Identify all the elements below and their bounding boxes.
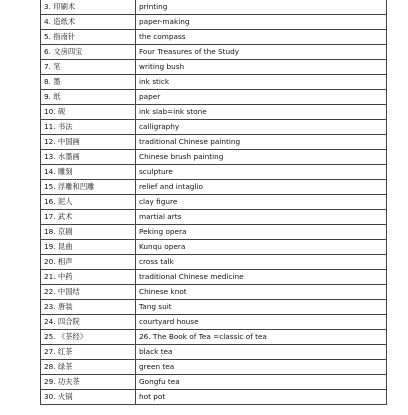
table-row [41, 15, 387, 30]
table-row [41, 30, 387, 45]
chinese-term-cell: 14. 雕刻 [41, 165, 136, 180]
english-term-cell: sculpture [136, 165, 387, 180]
chinese-term-cell: 11. 书法 [41, 120, 136, 135]
english-term-cell: green tea [136, 360, 387, 375]
table-row [41, 225, 387, 240]
chinese-term-cell: 9. 纸 [41, 90, 136, 105]
chinese-term-cell: 12. 中国画 [41, 135, 136, 150]
english-term-cell: Four Treasures of the Study [136, 45, 387, 60]
table-row [41, 315, 387, 330]
table-row [41, 150, 387, 165]
english-term-cell: Peking opera [136, 225, 387, 240]
table-row [41, 375, 387, 390]
english-term-cell: writing bush [136, 60, 387, 75]
chinese-term-cell: 17. 武术 [41, 210, 136, 225]
english-term-cell: Chinese brush painting [136, 150, 387, 165]
table-row [41, 180, 387, 195]
chinese-term-cell: 10. 砚 [41, 105, 136, 120]
chinese-term-cell: 21. 中药 [41, 270, 136, 285]
chinese-term-cell: 30. 火锅 [41, 390, 136, 405]
table-row [41, 270, 387, 285]
chinese-term-cell: 8. 墨 [41, 75, 136, 90]
english-term-cell: Tang suit [136, 300, 387, 315]
english-term-cell: 26. The Book of Tea =classic of tea [136, 330, 387, 345]
chinese-term-cell: 13. 水墨画 [41, 150, 136, 165]
chinese-term-cell: 28. 绿茶 [41, 360, 136, 375]
table-row [41, 345, 387, 360]
chinese-term-cell: 29. 功夫茶 [41, 375, 136, 390]
english-term-cell: printing [136, 0, 387, 15]
english-term-cell: cross talk [136, 255, 387, 270]
chinese-term-cell: 3. 印刷术 [41, 0, 136, 15]
table-row [41, 45, 387, 60]
vocabulary-table [40, 0, 387, 405]
table-row [41, 135, 387, 150]
chinese-term-cell: 5. 指南针 [41, 30, 136, 45]
english-term-cell: paper [136, 90, 387, 105]
chinese-term-cell: 15. 浮雕和凹雕 [41, 180, 136, 195]
vocabulary-table-body [41, 0, 387, 405]
english-term-cell: the compass [136, 30, 387, 45]
english-term-cell: Chinese knot [136, 285, 387, 300]
table-row [41, 60, 387, 75]
table-row [41, 105, 387, 120]
table-row [41, 165, 387, 180]
table-row [41, 90, 387, 105]
english-term-cell: traditional Chinese painting [136, 135, 387, 150]
table-row [41, 285, 387, 300]
chinese-term-cell: 22. 中国结 [41, 285, 136, 300]
english-term-cell: Gongfu tea [136, 375, 387, 390]
table-row [41, 0, 387, 15]
english-term-cell: martial arts [136, 210, 387, 225]
english-term-cell: clay figure [136, 195, 387, 210]
chinese-term-cell: 23. 唐装 [41, 300, 136, 315]
english-term-cell: calligraphy [136, 120, 387, 135]
chinese-term-cell: 16. 泥人 [41, 195, 136, 210]
chinese-term-cell: 4. 造纸术 [41, 15, 136, 30]
chinese-term-cell: 20. 相声 [41, 255, 136, 270]
english-term-cell: hot pot [136, 390, 387, 405]
english-term-cell: traditional Chinese medicine [136, 270, 387, 285]
table-row [41, 255, 387, 270]
table-row [41, 75, 387, 90]
english-term-cell: ink stick [136, 75, 387, 90]
english-term-cell: courtyard house [136, 315, 387, 330]
chinese-term-cell: 6. 文房四宝 [41, 45, 136, 60]
table-row [41, 330, 387, 345]
chinese-term-cell: 7. 笔 [41, 60, 136, 75]
table-row [41, 360, 387, 375]
english-term-cell: ink slab=ink stone [136, 105, 387, 120]
table-row [41, 240, 387, 255]
table-row [41, 195, 387, 210]
english-term-cell: black tea [136, 345, 387, 360]
chinese-term-cell: 18. 京剧 [41, 225, 136, 240]
chinese-term-cell: 27. 红茶 [41, 345, 136, 360]
english-term-cell: Kunqu opera [136, 240, 387, 255]
english-term-cell: paper-making [136, 15, 387, 30]
chinese-term-cell: 19. 昆曲 [41, 240, 136, 255]
table-row [41, 120, 387, 135]
table-row [41, 300, 387, 315]
table-row [41, 390, 387, 405]
english-term-cell: relief and intaglio [136, 180, 387, 195]
table-row [41, 210, 387, 225]
chinese-term-cell: 24. 四合院 [41, 315, 136, 330]
chinese-term-cell: 25. 《茶经》 [41, 330, 136, 345]
